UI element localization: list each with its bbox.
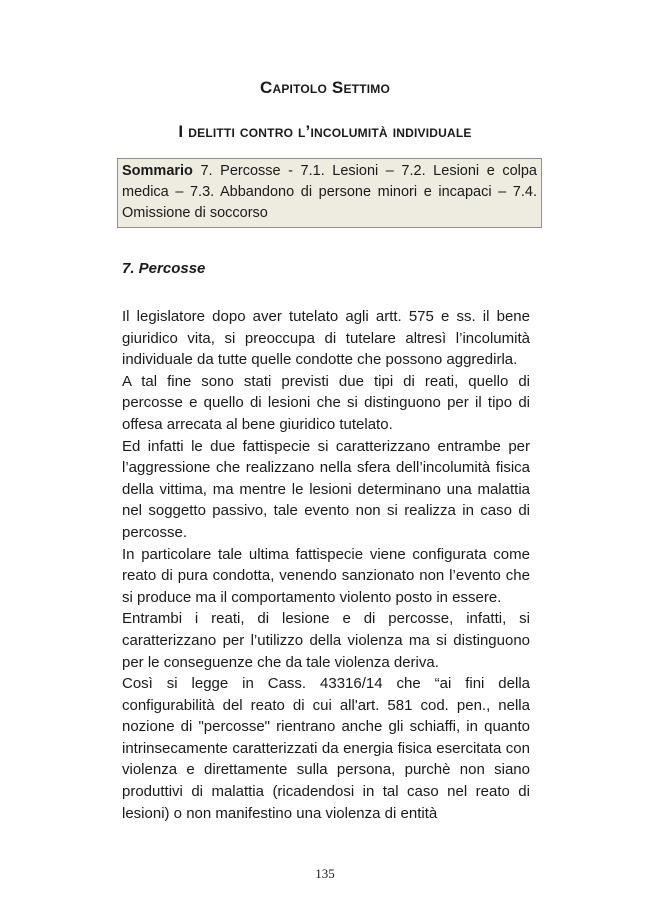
paragraph: In particolare tale ultima fattispecie viene configurata come reato di pura condotta, venendo sanzionato non l’evento che si produce ma il comportamento violento posto in essere. — [122, 545, 530, 606]
summary-box — [117, 158, 542, 228]
chapter-title: Capitolo Settimo — [260, 78, 390, 97]
paragraph: Entrambi i reati, di lesione e di percosse, infatti, si caratterizzano per l’utilizzo della violenza ma si distinguono per le conseguenze che da tale violenza deriva. — [122, 610, 530, 671]
page-number: 135 — [315, 866, 335, 881]
chapter-subtitle: I delitti contro l’incolumità individuale — [178, 122, 472, 141]
paragraph: A tal fine sono stati previsti due tipi di reati, quello di percosse e quello di lesioni che si distinguono per il tipo di offesa arrecata al bene giuridico tutelato. — [122, 372, 530, 433]
summary-text: 7. Percosse - 7.1. Lesioni – 7.2. Lesioni e colpa medica – 7.3. Abbandono di persone minori e incapaci – 7.4. Omissione di soccorso — [122, 163, 537, 221]
paragraph: Il legislatore dopo aver tutelato agli artt. 575 e ss. il bene giuridico vita, si preoccupa di tutelare altresì l’incolumità individuale da tutte quelle condotte che possono aggredirla. — [122, 308, 530, 369]
section-heading: 7. Percosse — [122, 260, 206, 277]
paragraph: Così si legge in Cass. 43316/14 che “ai fini della configurabilità del reato di cui all'art. 581 cod. pen., nella nozione di "percosse" rientrano anche gli schiaffi, in quanto intrinsecamente caratterizzati da energia fisica esercitata con violenza e direttamente sulla persona, purchè non siano produttivi di malattia (ricadendosi in tal caso nel reato di lesioni) o non manifestino una violenza di entità — [122, 675, 530, 822]
summary-label: Sommario — [122, 163, 193, 179]
body-text — [122, 306, 530, 824]
paragraph: Ed infatti le due fattispecie si caratterizzano entrambe per l’aggressione che realizzano nella sfera dell’incolumità fisica della vittima, ma mentre le lesioni determinano una malattia nel soggetto passivo, tale evento non si realizza in caso di percosse. — [122, 437, 530, 541]
